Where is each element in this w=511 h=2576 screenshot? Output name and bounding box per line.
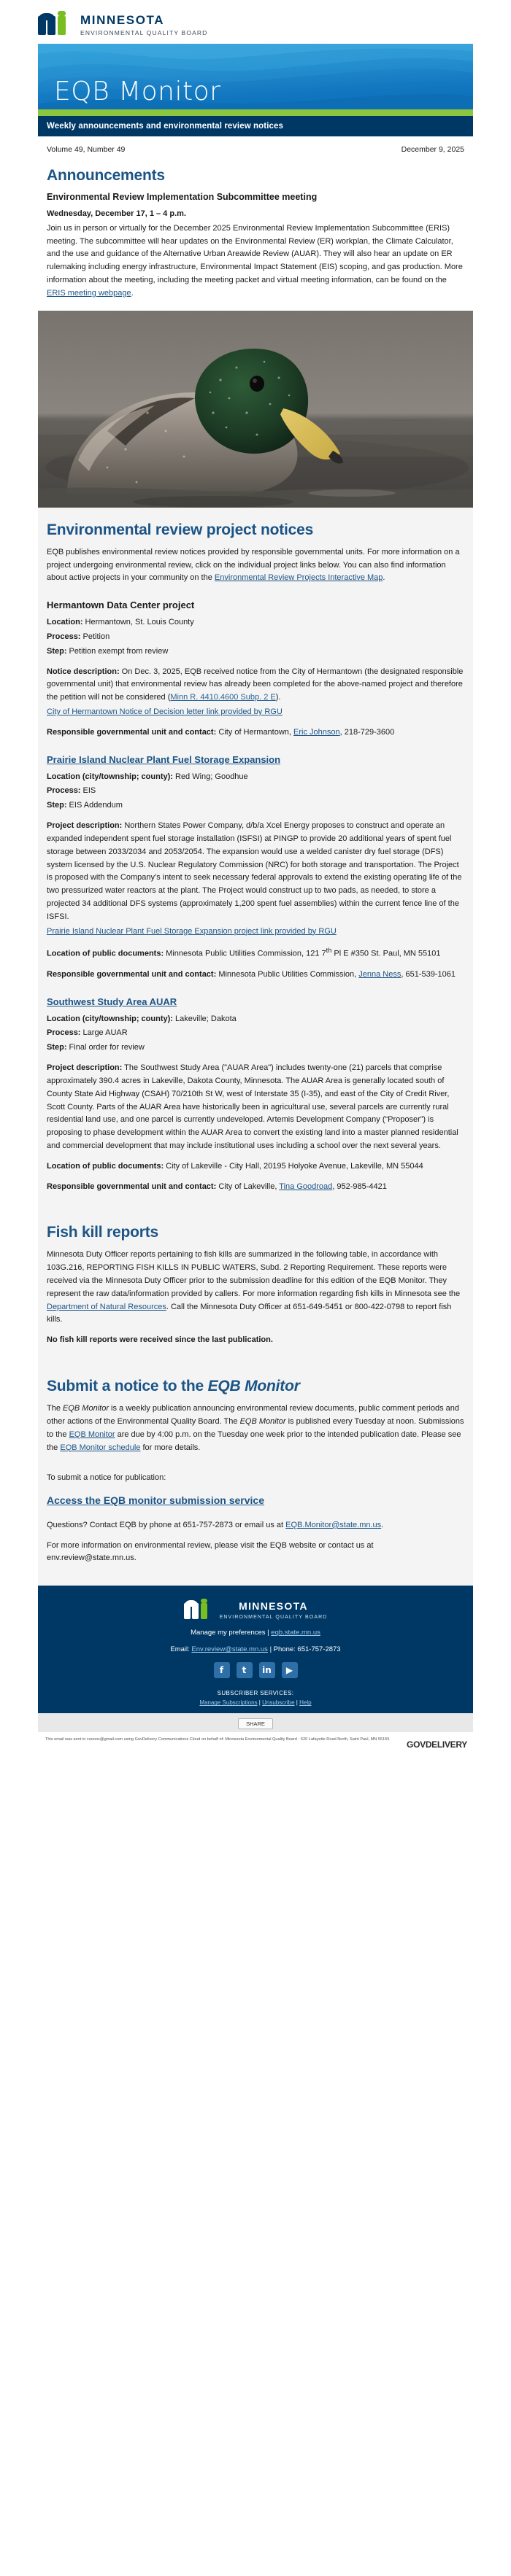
- email-label: Email:: [170, 1645, 192, 1654]
- submit-prompt: To submit a notice for publication:: [47, 1473, 166, 1483]
- step-value: Petition exempt from review: [66, 646, 169, 656]
- rgu-label: Responsible governmental unit and contact:: [47, 969, 217, 979]
- subscriber-links: [38, 1699, 473, 1706]
- location-value: Red Wing; Goodhue: [172, 772, 248, 781]
- minnesota-m-logo-icon: [38, 13, 73, 36]
- location-label: Location (city/township; county):: [47, 1014, 173, 1023]
- project-public-documents: [47, 945, 464, 961]
- youtube-icon[interactable]: ▶: [282, 1662, 298, 1678]
- announcement-body-text: Join us in person or virtually for the December 2025 Environmental Review Implementation Subcommittee (ERIS) meeting. The subcommittee will hear updates on the Environmental Review (ER) workplan, the Climate Calculator, and the use and guidance of the Alternative Urban Areawide Review (AUAR). They will also hear an update on ER rulemaking including energy infrastructure, Environmental Impact Statement (EIS) scoping, and gas production. More information about the meeting, including the meeting packet and virtual meeting information, can be found on the: [47, 223, 463, 285]
- project-process: [47, 785, 464, 798]
- submit-body-em1: EQB Monitor: [63, 1404, 109, 1413]
- footer-agency-name: ENVIRONMENTAL QUALITY BOARD: [219, 1615, 328, 1621]
- announcement-body: [47, 222, 464, 300]
- process-label: Process:: [47, 632, 81, 641]
- docs-value-b: Pl E #350 St. Paul, MN 55101: [331, 950, 441, 959]
- legal-text: This email was sent to cooooc@gmail.com using GovDelivery Communications Cloud on behalf of: Minnesota Environmental Quality Board · 520 Lafayette Road North, Saint Paul, MN 55155: [45, 1737, 390, 1742]
- dnr-link[interactable]: Department of Natural Resources: [47, 1302, 166, 1311]
- project-title-hermantown: Hermantown Data Center project: [47, 600, 195, 611]
- fish-kill-body: [47, 1249, 464, 1327]
- desc-value: The Southwest Study Area ("AUAR Area") includes twenty-one (21) parcels that comprise approximately 390.4 acres in Lakeville, Dakota County, Minnesota. The AUAR Area is generally located south of County State Aid Highway (CSAH) 70/210th St W, west of Interstate 35 (I-35), and east of the City of Credit River, Scott County. Parts of the AUAR Area have historically been in agricultural use, several parcels are currently rural residential land use, and one parcel is currently undeveloped. Artemis Development Company (“Proposer”) is proposing to phase development within the AUAR Area to convert the existing land into a master planned residential and commercial development that may include institutional uses including a school over the next several years.: [47, 1063, 458, 1150]
- rgu-value-pre: City of Lakeville,: [216, 1182, 280, 1191]
- rgu-value-pre: Minnesota Public Utilities Commission,: [216, 969, 359, 979]
- issue-row: [38, 136, 473, 154]
- docs-value-sup: th: [326, 947, 332, 955]
- environmental-review-section: [38, 508, 473, 1586]
- project-rgu-contact: [47, 726, 464, 740]
- announcements-section: [38, 167, 473, 300]
- footer-brand-lockup: [38, 1600, 473, 1620]
- mallard-duck-photo: [38, 311, 473, 508]
- contact-eric-johnson-link[interactable]: Eric Johnson: [293, 727, 340, 737]
- env-review-email-link[interactable]: Env.review@state.mn.us: [191, 1645, 268, 1654]
- twitter-icon[interactable]: t: [237, 1662, 253, 1678]
- contact-jenna-ness-link[interactable]: Jenna Ness: [358, 969, 402, 979]
- rgu-label: Responsible governmental unit and contact:: [47, 727, 217, 737]
- access-submission-service-link[interactable]: Access the EQB monitor submission service: [47, 1494, 264, 1507]
- step-value: Final order for review: [66, 1043, 145, 1052]
- submit-heading-em: EQB Monitor: [207, 1378, 300, 1395]
- mn-brand-lockup: [38, 13, 511, 36]
- agency-name: ENVIRONMENTAL QUALITY BOARD: [80, 29, 208, 36]
- project-title-southwest-auar: [47, 996, 464, 1007]
- desc-value: On Dec. 3, 2025, EQB received notice from the City of Hermantown (the designated responsible governmental unit) that environmental review has already been completed for the above-named project and therefore the petition will not be considered (: [47, 667, 464, 702]
- issue-date: December 9, 2025: [401, 145, 464, 154]
- project-description: [47, 1062, 464, 1153]
- process-label: Process:: [47, 1028, 81, 1038]
- submit-body: [47, 1403, 464, 1454]
- project-process: [47, 1027, 464, 1040]
- project-location: [47, 771, 464, 784]
- questions-text: Questions? Contact EQB by phone at 651-757-2873 or email us at: [47, 1520, 286, 1529]
- eqb-monitor-schedule-link[interactable]: EQB Monitor schedule: [60, 1443, 141, 1452]
- banner-tagline: Weekly announcements and environmental review notices: [47, 122, 283, 131]
- footer-state-name: MINNESOTA: [239, 1600, 308, 1613]
- announcement-title: Environmental Review Implementation Subcommittee meeting: [47, 192, 318, 202]
- project-step: [47, 1041, 464, 1055]
- sep: |: [294, 1699, 300, 1707]
- project-rgu-contact: [47, 969, 464, 982]
- submit-body-a: The: [47, 1404, 64, 1413]
- submit-heading-pre: Submit a notice to the: [47, 1378, 208, 1395]
- masthead: [0, 0, 511, 44]
- phone-text: | Phone: 651-757-2873: [267, 1645, 341, 1654]
- eris-meeting-webpage-link[interactable]: ERIS meeting webpage: [47, 288, 131, 298]
- location-label: Location:: [47, 618, 83, 627]
- desc-label: Project description:: [47, 821, 123, 831]
- govdelivery-logo: GOVDELIVERY: [407, 1739, 467, 1750]
- desc-tail: ).: [275, 693, 281, 702]
- banner-title: EQB Monitor: [54, 77, 221, 106]
- project-rgu-doc-link-wrap: [47, 926, 464, 939]
- prairie-island-title-link[interactable]: Prairie Island Nuclear Plant Fuel Storage Expansion: [47, 753, 281, 765]
- share-bar: [38, 1713, 473, 1732]
- process-value: Petition: [80, 632, 110, 641]
- eqb-monitor-banner: [38, 44, 473, 109]
- prairie-island-project-link[interactable]: Prairie Island Nuclear Plant Fuel Storage Expansion project link provided by RGU: [47, 926, 337, 936]
- subscriber-services: [38, 1688, 473, 1713]
- questions-line: [47, 1519, 464, 1532]
- help-link[interactable]: Help: [299, 1699, 312, 1707]
- share-button[interactable]: SHARE: [238, 1718, 273, 1729]
- rgu-label: Responsible governmental unit and contact:: [47, 1182, 217, 1191]
- project-public-documents: [47, 1160, 464, 1173]
- minn-rule-link[interactable]: Minn R. 4410.4600 Subp. 2 E: [170, 693, 276, 702]
- social-links: [38, 1662, 473, 1678]
- project-title-prairie-island: [47, 754, 464, 765]
- rgu-value-post: , 218-729-3600: [339, 727, 395, 737]
- process-value: EIS: [80, 786, 96, 796]
- interactive-map-link[interactable]: Environmental Review Projects Interactive Map: [214, 573, 383, 583]
- step-label: Step:: [47, 646, 67, 656]
- desc-label: Project description:: [47, 1063, 123, 1073]
- southwest-study-area-auar-title-link[interactable]: Southwest Study Area AUAR: [47, 996, 177, 1007]
- step-label: Step:: [47, 801, 67, 810]
- issue-volume: Volume 49, Number 49: [47, 145, 126, 154]
- project-location: [47, 1013, 464, 1026]
- footer-preferences-line: [38, 1629, 473, 1637]
- rgu-value-pre: City of Hermantown,: [216, 727, 294, 737]
- minnesota-m-logo-icon: [184, 1600, 213, 1620]
- submit-body-em2: EQB Monitor: [239, 1416, 286, 1426]
- step-label: Step:: [47, 1043, 67, 1052]
- state-name: MINNESOTA: [80, 13, 165, 27]
- prefs-text: Manage my preferences |: [191, 1629, 272, 1637]
- rgu-value-post: , 651-539-1061: [401, 969, 456, 979]
- review-intro-text: EQB publishes environmental review notices provided by responsible governmental units. For more information on a project undergoing environmental review, click on the individual project links below. You can also find information about active projects in your community on the: [47, 547, 460, 583]
- project-step: [47, 799, 464, 812]
- submit-body-e: for more details.: [140, 1443, 201, 1452]
- docs-label: Location of public documents:: [47, 1161, 164, 1171]
- contact-tina-goodroad-link[interactable]: Tina Goodroad: [279, 1182, 333, 1191]
- docs-value-a: Minnesota Public Utilities Commission, 121 7: [164, 950, 326, 959]
- process-label: Process:: [47, 786, 81, 796]
- unsubscribe-link[interactable]: Unsubscribe: [262, 1699, 295, 1707]
- location-value: Lakeville; Dakota: [172, 1014, 237, 1023]
- project-location: [47, 616, 464, 629]
- rgu-value-post: , 952-985-4421: [332, 1182, 387, 1191]
- desc-value: Northern States Power Company, d/b/a Xcel Energy proposes to construct and operate an expanded independent spent fuel storage installation (ISFSI) at PINGP to provide 20 additional years of spent fuel storage between 2033/2034 and 2053/2054. The expansion would use a welded canister dry fuel storage (DFS) system licensed by the U.S. Nuclear Regulatory Commission (NRC) for both storage and transportation. The Project is proposed with the Company’s intent to seek necessary federal approvals to extend the existing operating life of the two pressurized water reactors at the plant. The Project would construct up to two pads, as needed, to store a projected 34 additional DFS systems (approximately 1,200 spent fuel assemblies) within the current fence line of the ISFSI.: [47, 821, 462, 921]
- location-label: Location (city/township; county):: [47, 772, 173, 781]
- submission-service-cta: [47, 1492, 464, 1509]
- submit-heading: [47, 1378, 464, 1395]
- subscriber-services-label: SUBSCRIBER SERVICES:: [217, 1690, 294, 1697]
- eqb-monitor-link[interactable]: EQB Monitor: [69, 1429, 115, 1439]
- project-rgu-contact: [47, 1181, 464, 1194]
- manage-subscriptions-link[interactable]: Manage Subscriptions: [199, 1699, 258, 1707]
- footer: [38, 1586, 473, 1688]
- step-value: EIS Addendum: [66, 801, 123, 810]
- project-step: [47, 645, 464, 659]
- fish-kill-body-text: Minnesota Duty Officer reports pertaining to fish kills are summarized in the following table, in accordance with 103G.216, REPORTING FISH KILLS IN PUBLIC WATERS, Subd. 2 Reporting Requirement. These reports were received via the Minnesota Duty Officer prior to the submission deadline for this edition of the EQB Monitor. They represent the raw data/information provided by callers. For more information regarding fish kills in Minnesota see the: [47, 1250, 461, 1298]
- fish-kill-body-tail: . Call the Minnesota Duty Officer at 651-649-5451 or 800-422-0798 to report fish kills.: [47, 1302, 452, 1324]
- hermantown-notice-of-decision-link[interactable]: City of Hermantown Notice of Decision letter link provided by RGU: [47, 707, 283, 716]
- eqb-website-link[interactable]: eqb.state.mn.us: [271, 1629, 320, 1637]
- fish-kill-status: [47, 1334, 464, 1347]
- announcements-heading: Announcements: [47, 167, 165, 184]
- location-value: Hermantown, St. Louis County: [82, 618, 194, 627]
- process-value: Large AUAR: [80, 1028, 128, 1038]
- project-process: [47, 631, 464, 644]
- footer-contact-line: [38, 1645, 473, 1653]
- facebook-icon[interactable]: f: [214, 1662, 230, 1678]
- sep: |: [257, 1699, 263, 1707]
- eqb-monitor-email-link[interactable]: EQB.Monitor@state.mn.us: [285, 1520, 382, 1529]
- desc-label: Notice description:: [47, 667, 120, 676]
- legal-disclaimer: [38, 1732, 473, 1753]
- announcement-body-tail: .: [131, 288, 134, 298]
- review-intro-tail: .: [383, 573, 385, 583]
- tagline-bar: [38, 116, 473, 136]
- docs-label: Location of public documents:: [47, 950, 164, 959]
- green-divider: [38, 109, 473, 116]
- review-intro: [47, 546, 464, 585]
- project-rgu-doc-link-wrap: [47, 706, 464, 719]
- review-heading: Environmental review project notices: [47, 521, 314, 538]
- fish-kill-status-text: No fish kill reports were received since the last publication.: [47, 1335, 273, 1345]
- submit-body-b: is a weekly publication announcing environmental review documents, public comment periods and other actions of the Environmental Quality Board. The: [47, 1404, 459, 1426]
- submit-body-d: are due by 4:00 p.m. on the Tuesday one week prior to the intended publication date. Please see the: [47, 1429, 461, 1452]
- submit-body-c: is published every Tuesday at noon. Submissions to the: [47, 1416, 464, 1439]
- fish-kill-heading: Fish kill reports: [47, 1224, 158, 1241]
- more-info-line: For more information on environmental review, please visit the EQB website or contact us at env.review@state.mn.us.: [47, 1540, 374, 1563]
- project-description: [47, 820, 464, 924]
- docs-value: City of Lakeville - City Hall, 20195 Holyoke Avenue, Lakeville, MN 55044: [164, 1161, 423, 1171]
- linkedin-icon[interactable]: in: [259, 1662, 275, 1678]
- project-notice-description: [47, 666, 464, 705]
- questions-tail: .: [381, 1520, 384, 1529]
- announcement-date: Wednesday, December 17, 1 – 4 p.m.: [47, 209, 186, 218]
